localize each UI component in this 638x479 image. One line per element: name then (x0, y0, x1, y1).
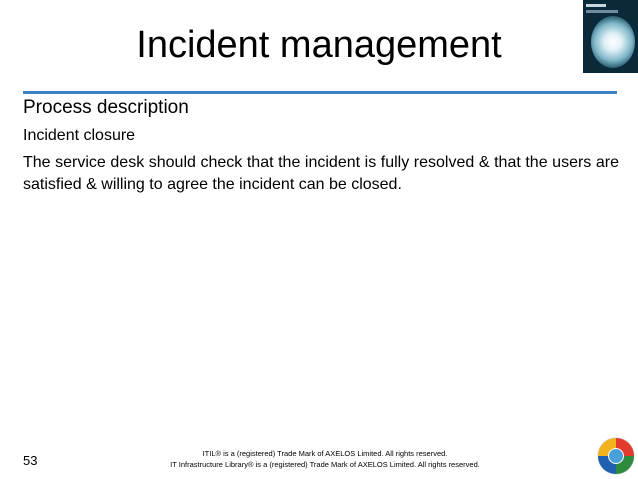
title-divider (23, 91, 617, 94)
body-paragraph: The service desk should check that the incident is fully resolved & that the users are satisfied & willing to agree the incident can be closed. (23, 154, 619, 193)
cover-subheader-bar (586, 10, 618, 13)
cover-glow-graphic (591, 16, 635, 68)
trademark-footer (150, 448, 500, 470)
cover-header-bar (586, 4, 606, 7)
page-number: 53 (23, 453, 38, 468)
section-heading: Incident closure (23, 127, 136, 144)
slide-subtitle: Process description (23, 97, 189, 118)
book-cover-image (583, 0, 638, 73)
slide-title: Incident management (136, 24, 502, 66)
footer-line-2: IT Infrastructure Library® is a (registered) Trade Mark of AXELOS Limited. All rights reserved. (170, 460, 480, 469)
footer-line-1: ITIL® is a (registered) Trade Mark of AXELOS Limited. All rights reserved. (202, 449, 448, 458)
itil-lifecycle-logo-icon (596, 436, 636, 476)
